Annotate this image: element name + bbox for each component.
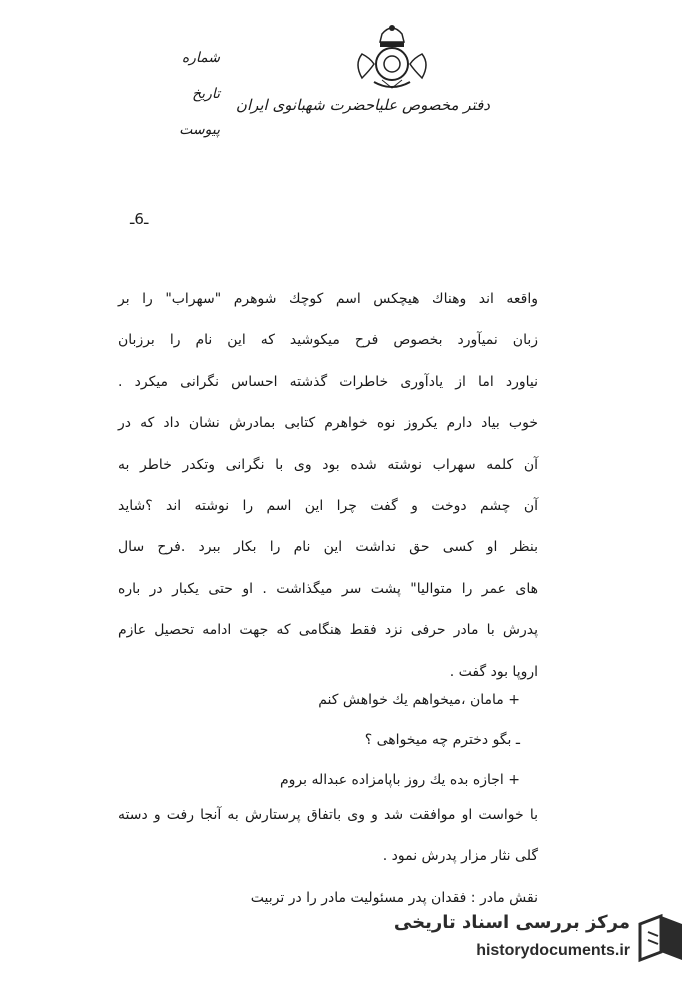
text-line: واقعه اند وهناك هیچكس اسم كوچك شوهرم "سهراب" را بر <box>118 291 538 307</box>
text-line: گلی نثار مزار پدرش نمود . <box>382 848 538 865</box>
dialogue-line: + اجازه بده یك روز باپامزاده عبداله بروم <box>280 772 520 788</box>
meta-date-label: تاریخ <box>192 86 220 102</box>
dialogue-block <box>220 690 520 810</box>
text-line: با خواست او موافقت شد و وی باتفاق پرستارش به آنجا رفت و دسته <box>118 807 538 823</box>
page-number: ـ6ـ <box>130 210 149 228</box>
meta-attachment-label: پیوست <box>179 122 220 138</box>
watermark-url: historydocuments.ir <box>476 942 630 959</box>
text-line: آن چشم دوخت و گفت چرا این اسم را نوشته اند ؟شاید <box>118 497 538 514</box>
document-meta-labels <box>150 40 220 148</box>
dialogue-line: ـ بگو دخترم چه میخواهی ؟ <box>364 732 520 748</box>
text-line: نیاورد اما از یادآوری خاطرات گذشته احساس نگرانی میكرد . <box>118 373 538 390</box>
watermark-name: مرکز بررسی اسناد تاریخی <box>393 912 630 933</box>
watermark <box>393 906 690 971</box>
body-paragraph <box>118 289 538 703</box>
text-line: خوب بیاد دارم یكروز نوه خواهرم كتابی بمادرش نشان داد كه در <box>118 415 538 432</box>
text-line: نقش مادر : فقدان پدر مسئولیت مادر را در تربیت <box>250 889 538 906</box>
dialogue-line: + مامان ،میخواهم یك خواهش كنم <box>318 692 520 708</box>
text-line: بنظر او كسی حق نداشت این نام را بكار ببرد .فرح سال <box>118 539 538 556</box>
meta-number-label: شماره <box>181 50 220 66</box>
text-line: پدرش با مادر حرفی نزد فقط هنگامی كه جهت ادامه تحصیل عازم <box>118 622 538 639</box>
text-line: زبان نمیآورد بخصوص فرح میكوشید كه این نام را برزبان <box>118 332 538 349</box>
text-line: های عمر را متوالیا" پشت سر میگذاشت . او حتی یكبار در باره <box>118 580 538 597</box>
office-title: دفتر مخصوص علیاحضرت شهبانوی ایران <box>235 96 490 114</box>
open-book-logo-icon <box>636 910 686 966</box>
text-line: اروپا بود گفت . <box>449 663 538 680</box>
imperial-crown-emblem-icon <box>352 20 432 92</box>
text-line: آن كلمه سهراب نوشته شده بود وی با نگرانی وتكدر خاطر به <box>118 456 538 473</box>
